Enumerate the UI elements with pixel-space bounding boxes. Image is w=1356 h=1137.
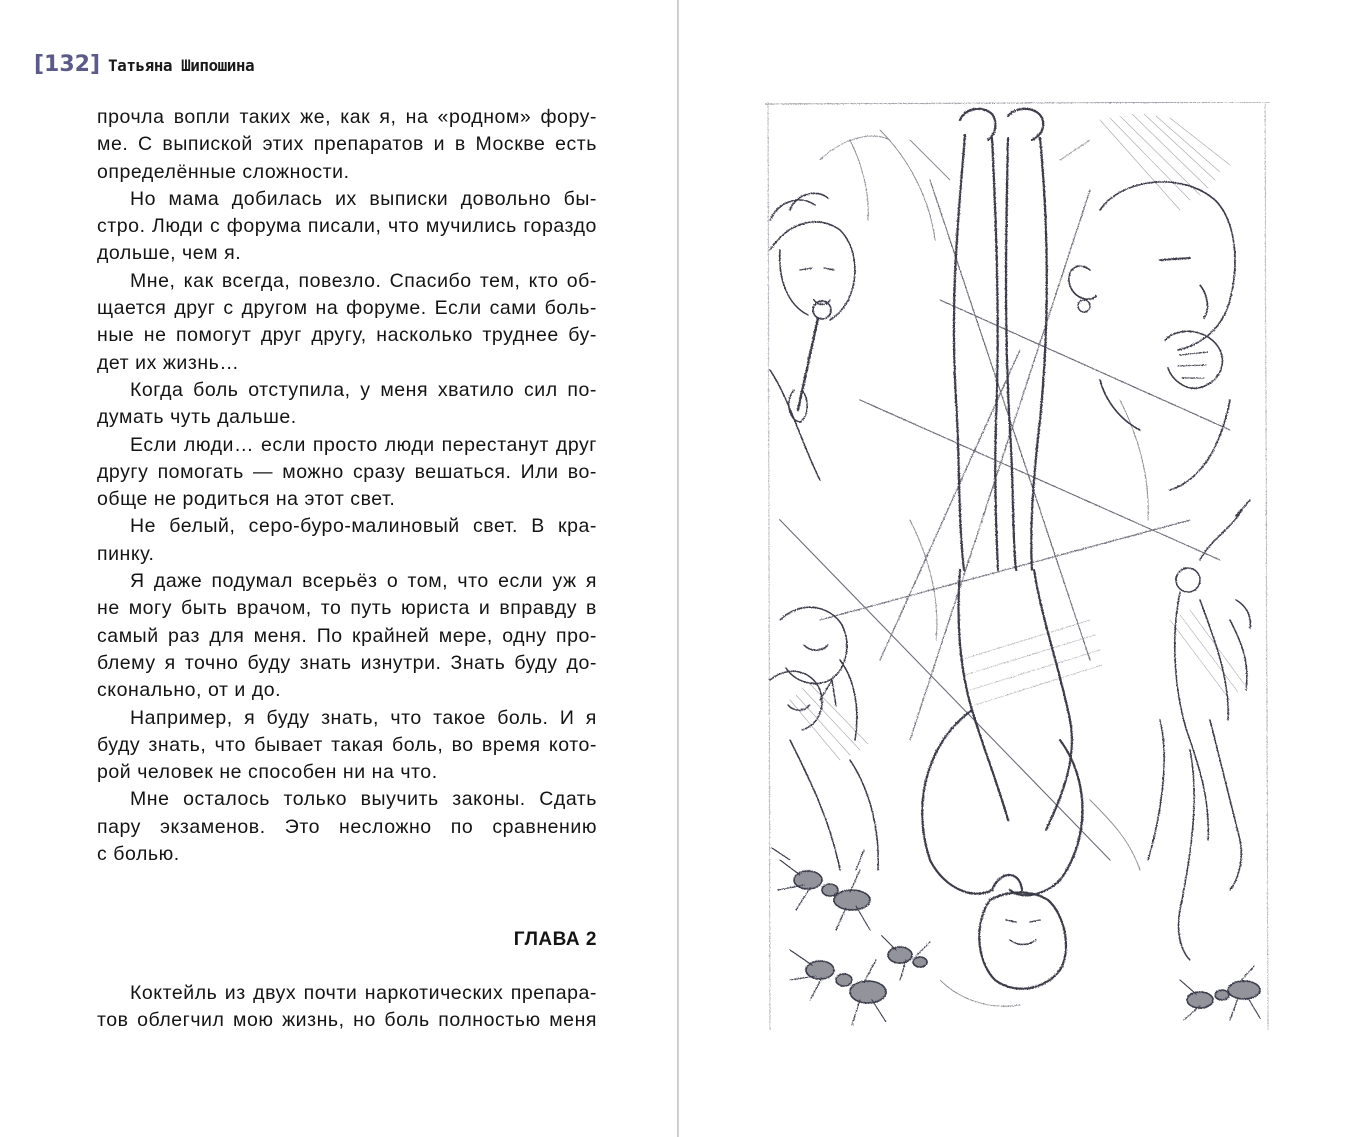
text-line: Когда боль отступила, у меня хватило сил по- (130, 378, 597, 401)
text-line: Не белый, серо-буро-малиновый свет. В кра- (130, 515, 597, 538)
text-line: прочла вопли таких же, как я, на «родном» фору- (97, 106, 597, 128)
text-line: не могу быть врачом, то путь юриста и вправду в (97, 597, 597, 620)
sketch-svg (760, 100, 1275, 1035)
text-line: Мне, как всегда, повезло. Спасибо тем, кто об- (130, 269, 597, 292)
text-line: ные не помогут друг другу, насколько труднее бу- (97, 324, 597, 347)
text-line: Я даже подумал всерьёз о том, что если уж я (130, 570, 597, 593)
pencil-sketch-illustration (760, 100, 1275, 1035)
text-line: ме. С выпиской этих препаратов и в Москве есть (97, 133, 597, 156)
text-line: дет их жизнь… (97, 351, 240, 374)
page-number: [132] (34, 52, 101, 77)
text-line: тов облегчил мою жизнь, но боль полностью меня (97, 1009, 597, 1032)
running-head (34, 52, 254, 82)
text-line: с болью. (97, 843, 180, 866)
chapter-heading: ГЛАВА 2 (513, 929, 597, 950)
text-line: думать чуть дальше. (97, 406, 297, 429)
text-line: самый раз для меня. По крайней мере, одну про- (97, 624, 597, 647)
text-line: определённые сложности. (97, 160, 350, 183)
chapter-body-text (97, 980, 597, 1035)
text-line: дольше, чем я. (97, 242, 242, 265)
text-line: пинку. (97, 542, 155, 565)
text-line: другу помогать — можно сразу вешаться. Или во- (97, 460, 597, 483)
text-line: Например, я буду знать, что такое боль. И я (130, 706, 597, 729)
text-line: пару экзаменов. Это несложно по сравнению (97, 815, 597, 838)
text-line: Мне осталось только выучить законы. Сдать (130, 788, 597, 811)
text-line: Коктейль из двух почти наркотических препара- (130, 982, 597, 1004)
text-line: обще не родиться на этот свет. (97, 488, 396, 511)
text-line: рой человек не способен ни на что. (97, 761, 438, 784)
text-line: щается друг с другом на форуме. Если сами боль- (97, 297, 597, 320)
author-name: Татьяна Шипошина (108, 56, 255, 75)
text-line: буду знать, что бывает такая боль, во время кото- (97, 733, 597, 756)
text-line: Но мама добилась их выписки довольно бы- (130, 187, 597, 210)
text-line: блему я точно буду знать изнутри. Знать буду до- (97, 651, 597, 674)
text-line: Если люди… если просто люди перестанут друг (130, 433, 597, 456)
text-line: стро. Люди с форума писали, что мучились гораздо (97, 215, 597, 238)
text-line: скональнo, от и до. (97, 679, 282, 702)
body-text (97, 104, 597, 868)
